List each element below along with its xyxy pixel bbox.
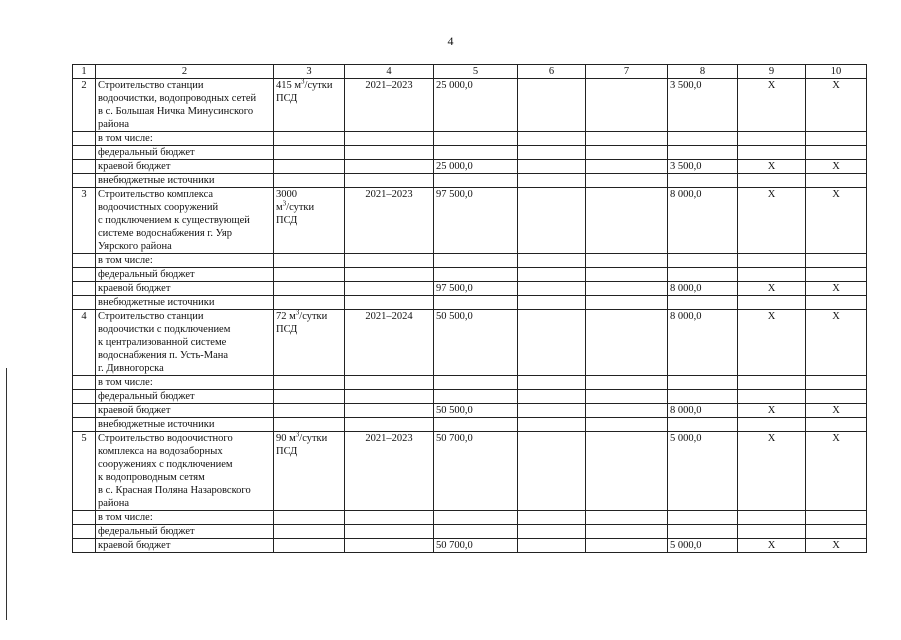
project-col10-mark: Х [806,79,867,132]
project-col8-value: 5 000,0 [668,432,738,511]
funding-source-row [73,268,867,282]
column-6-cell [518,174,586,188]
cell-line: водоочистки с подключением [98,324,231,335]
column-header-1: 1 [73,65,96,79]
column-header-7: 7 [586,65,668,79]
project-name [96,79,274,132]
empty-number-cell [73,282,96,296]
funding-source-row [73,160,867,174]
funding-col8-value [668,268,738,282]
column-6-cell [518,79,586,132]
empty-capacity-cell [274,132,345,146]
funding-col10-mark [806,525,867,539]
column-6-cell [518,160,586,174]
project-col8-value: 3 500,0 [668,79,738,132]
empty-period-cell [345,282,434,296]
project-col9-mark: Х [738,432,806,511]
column-6-cell [518,254,586,268]
column-6-cell [518,310,586,376]
project-capacity [274,188,345,254]
funding-col9-mark [738,146,806,160]
funding-source-label: краевой бюджет [96,282,274,296]
funding-col5-value [434,390,518,404]
funding-col10-mark [806,390,867,404]
column-6-cell [518,418,586,432]
column-7-cell [586,79,668,132]
project-capacity [274,310,345,376]
project-name [96,188,274,254]
funding-col8-value [668,376,738,390]
funding-col5-value: 97 500,0 [434,282,518,296]
empty-period-cell [345,390,434,404]
project-number: 5 [73,432,96,511]
project-col9-mark: Х [738,310,806,376]
column-7-cell [586,146,668,160]
funding-col9-mark [738,296,806,310]
cell-line: 90 $м^3$/сутки [276,431,328,444]
empty-period-cell [345,511,434,525]
cell-line: ПСД [276,215,298,226]
empty-period-cell [345,296,434,310]
cell-line: Строительство комплекса [98,189,214,200]
funding-source-label: внебюджетные источники [96,174,274,188]
funding-source-label: федеральный бюджет [96,525,274,539]
funding-col5-value [434,511,518,525]
column-7-cell [586,511,668,525]
funding-source-label: федеральный бюджет [96,268,274,282]
funding-source-row [73,511,867,525]
column-7-cell [586,132,668,146]
funding-source-row [73,282,867,296]
project-row [73,432,867,511]
cell-line: района [98,498,130,509]
funding-col8-value [668,174,738,188]
empty-period-cell [345,418,434,432]
funding-source-row [73,418,867,432]
funding-col5-value [434,146,518,160]
funding-col10-mark [806,174,867,188]
project-cost-total: 50 500,0 [434,310,518,376]
funding-col8-value: 8 000,0 [668,282,738,296]
empty-number-cell [73,132,96,146]
investment-table [72,64,867,553]
funding-col5-value: 25 000,0 [434,160,518,174]
funding-source-row [73,525,867,539]
funding-col9-mark [738,511,806,525]
funding-col9-mark [738,525,806,539]
funding-col10-mark [806,268,867,282]
empty-number-cell [73,146,96,160]
column-7-cell [586,282,668,296]
cell-line: системе водоснабжения г. Уяр [98,228,232,239]
cell-line: ПСД [276,93,298,104]
empty-number-cell [73,525,96,539]
empty-period-cell [345,404,434,418]
empty-number-cell [73,376,96,390]
funding-source-label: федеральный бюджет [96,146,274,160]
cell-line: в с. Красная Поляна Назаровского [98,485,251,496]
funding-source-row [73,390,867,404]
cell-line: к водопроводным сетям [98,472,205,483]
project-cost-total: 50 700,0 [434,432,518,511]
column-header-4: 4 [345,65,434,79]
funding-col10-mark [806,418,867,432]
column-header-10: 10 [806,65,867,79]
funding-col9-mark [738,376,806,390]
column-6-cell [518,376,586,390]
cell-line: с подключением к существующей [98,215,250,226]
cell-line: водоочистки, водопроводных сетей [98,93,257,104]
column-header-6: 6 [518,65,586,79]
column-6-cell [518,188,586,254]
funding-col8-value [668,418,738,432]
column-6-cell [518,282,586,296]
funding-source-label: в том числе: [96,254,274,268]
funding-col5-value [434,296,518,310]
empty-capacity-cell [274,404,345,418]
project-number: 2 [73,79,96,132]
funding-source-label: в том числе: [96,511,274,525]
funding-col8-value [668,146,738,160]
funding-col9-mark [738,268,806,282]
empty-capacity-cell [274,254,345,268]
column-6-cell [518,268,586,282]
empty-number-cell [73,254,96,268]
cell-line: Уярского района [98,241,172,252]
funding-source-label: краевой бюджет [96,404,274,418]
cell-line: водоснабжения п. Усть-Мана [98,350,229,361]
column-header-2: 2 [96,65,274,79]
empty-number-cell [73,418,96,432]
funding-col8-value [668,511,738,525]
funding-col9-mark: Х [738,404,806,418]
funding-col9-mark [738,418,806,432]
column-6-cell [518,390,586,404]
project-col8-value: 8 000,0 [668,310,738,376]
column-6-cell [518,432,586,511]
empty-number-cell [73,268,96,282]
funding-col5-value [434,254,518,268]
funding-source-label: краевой бюджет [96,539,274,553]
funding-col10-mark [806,146,867,160]
cell-line: 72 $м^3$/сутки [276,309,328,322]
funding-col9-mark: Х [738,160,806,174]
column-7-cell [586,188,668,254]
empty-capacity-cell [274,376,345,390]
funding-source-row [73,539,867,553]
project-col10-mark: Х [806,310,867,376]
empty-capacity-cell [274,268,345,282]
column-6-cell [518,511,586,525]
project-col8-value: 8 000,0 [668,188,738,254]
project-row [73,310,867,376]
empty-capacity-cell [274,511,345,525]
funding-source-label: краевой бюджет [96,160,274,174]
empty-capacity-cell [274,282,345,296]
column-header-5: 5 [434,65,518,79]
funding-col8-value [668,390,738,404]
funding-col10-mark: Х [806,404,867,418]
funding-source-row [73,174,867,188]
project-number: 3 [73,188,96,254]
funding-col10-mark: Х [806,160,867,174]
column-7-cell [586,376,668,390]
funding-col5-value [434,132,518,146]
header-row [73,65,867,79]
funding-source-row [73,296,867,310]
empty-number-cell [73,511,96,525]
funding-source-label: в том числе: [96,376,274,390]
cell-line: Строительство водоочистного [98,433,233,444]
column-7-cell [586,160,668,174]
funding-col9-mark [738,390,806,404]
empty-number-cell [73,160,96,174]
empty-period-cell [345,174,434,188]
project-period: 2021–2024 [345,310,434,376]
funding-col5-value [434,174,518,188]
column-7-cell [586,404,668,418]
column-7-cell [586,310,668,376]
column-7-cell [586,254,668,268]
cell-line: 415 $м^3$/сутки [276,78,333,91]
empty-period-cell [345,268,434,282]
funding-source-label: в том числе: [96,132,274,146]
cell-line: водоочистных сооружений [98,202,219,213]
project-cost-total: 25 000,0 [434,79,518,132]
margin-line [6,368,7,620]
funding-source-label: внебюджетные источники [96,418,274,432]
funding-source-label: внебюджетные источники [96,296,274,310]
funding-source-label: федеральный бюджет [96,390,274,404]
table-body [73,65,867,553]
empty-period-cell [345,254,434,268]
project-capacity [274,79,345,132]
empty-period-cell [345,525,434,539]
cell-line: ПСД [276,446,298,457]
empty-capacity-cell [274,296,345,310]
empty-capacity-cell [274,174,345,188]
column-7-cell [586,268,668,282]
cell-line: г. Дивногорска [98,363,164,374]
empty-number-cell [73,539,96,553]
funding-source-row [73,146,867,160]
empty-capacity-cell [274,418,345,432]
funding-col5-value [434,418,518,432]
project-capacity [274,432,345,511]
page-number: 4 [447,34,454,48]
funding-col5-value: 50 700,0 [434,539,518,553]
funding-col8-value [668,254,738,268]
funding-col10-mark [806,511,867,525]
project-name [96,432,274,511]
column-6-cell [518,296,586,310]
empty-period-cell [345,160,434,174]
funding-source-row [73,132,867,146]
funding-col10-mark [806,254,867,268]
empty-number-cell [73,390,96,404]
funding-col5-value [434,268,518,282]
empty-capacity-cell [274,525,345,539]
column-header-9: 9 [738,65,806,79]
column-7-cell [586,296,668,310]
cell-line: Строительство станции [98,311,204,322]
funding-col10-mark: Х [806,539,867,553]
cell-line: в с. Большая Ничка Минусинского [98,106,254,117]
empty-number-cell [73,296,96,310]
cell-line: 3000 [276,189,297,200]
funding-source-row [73,376,867,390]
funding-col5-value [434,376,518,390]
empty-capacity-cell [274,160,345,174]
column-7-cell [586,174,668,188]
column-7-cell [586,390,668,404]
column-header-3: 3 [274,65,345,79]
funding-col8-value [668,525,738,539]
funding-col8-value: 5 000,0 [668,539,738,553]
funding-col5-value: 50 500,0 [434,404,518,418]
column-6-cell [518,404,586,418]
column-7-cell [586,418,668,432]
funding-col8-value [668,296,738,310]
column-7-cell [586,432,668,511]
funding-col8-value: 3 500,0 [668,160,738,174]
empty-capacity-cell [274,146,345,160]
project-period: 2021–2023 [345,79,434,132]
column-6-cell [518,146,586,160]
column-6-cell [518,132,586,146]
funding-source-row [73,254,867,268]
column-6-cell [518,525,586,539]
funding-col9-mark [738,132,806,146]
empty-number-cell [73,404,96,418]
funding-col10-mark [806,296,867,310]
funding-col8-value: 8 000,0 [668,404,738,418]
cell-line: комплекса на водозаборных [98,446,223,457]
cell-line: района [98,119,130,130]
funding-col10-mark [806,132,867,146]
column-7-cell [586,539,668,553]
funding-col10-mark: Х [806,282,867,296]
project-col9-mark: Х [738,188,806,254]
cell-line: сооружениях с подключением [98,459,233,470]
empty-period-cell [345,376,434,390]
funding-col9-mark [738,254,806,268]
cell-line: Строительство станции [98,80,204,91]
funding-col8-value [668,132,738,146]
empty-period-cell [345,539,434,553]
project-period: 2021–2023 [345,432,434,511]
funding-col5-value [434,525,518,539]
column-6-cell [518,539,586,553]
project-col10-mark: Х [806,188,867,254]
project-number: 4 [73,310,96,376]
empty-capacity-cell [274,390,345,404]
funding-col10-mark [806,376,867,390]
project-period: 2021–2023 [345,188,434,254]
column-header-8: 8 [668,65,738,79]
project-col9-mark: Х [738,79,806,132]
cell-line: ПСД [276,324,298,335]
project-col10-mark: Х [806,432,867,511]
funding-col9-mark: Х [738,282,806,296]
column-7-cell [586,525,668,539]
empty-period-cell [345,146,434,160]
funding-col9-mark: Х [738,539,806,553]
project-name [96,310,274,376]
project-row [73,188,867,254]
cell-line: к централизованной системе [98,337,227,348]
cell-line: $м^3$/сутки [276,199,315,213]
funding-source-row [73,404,867,418]
empty-capacity-cell [274,539,345,553]
project-cost-total: 97 500,0 [434,188,518,254]
project-row [73,79,867,132]
empty-period-cell [345,132,434,146]
empty-number-cell [73,174,96,188]
funding-col9-mark [738,174,806,188]
